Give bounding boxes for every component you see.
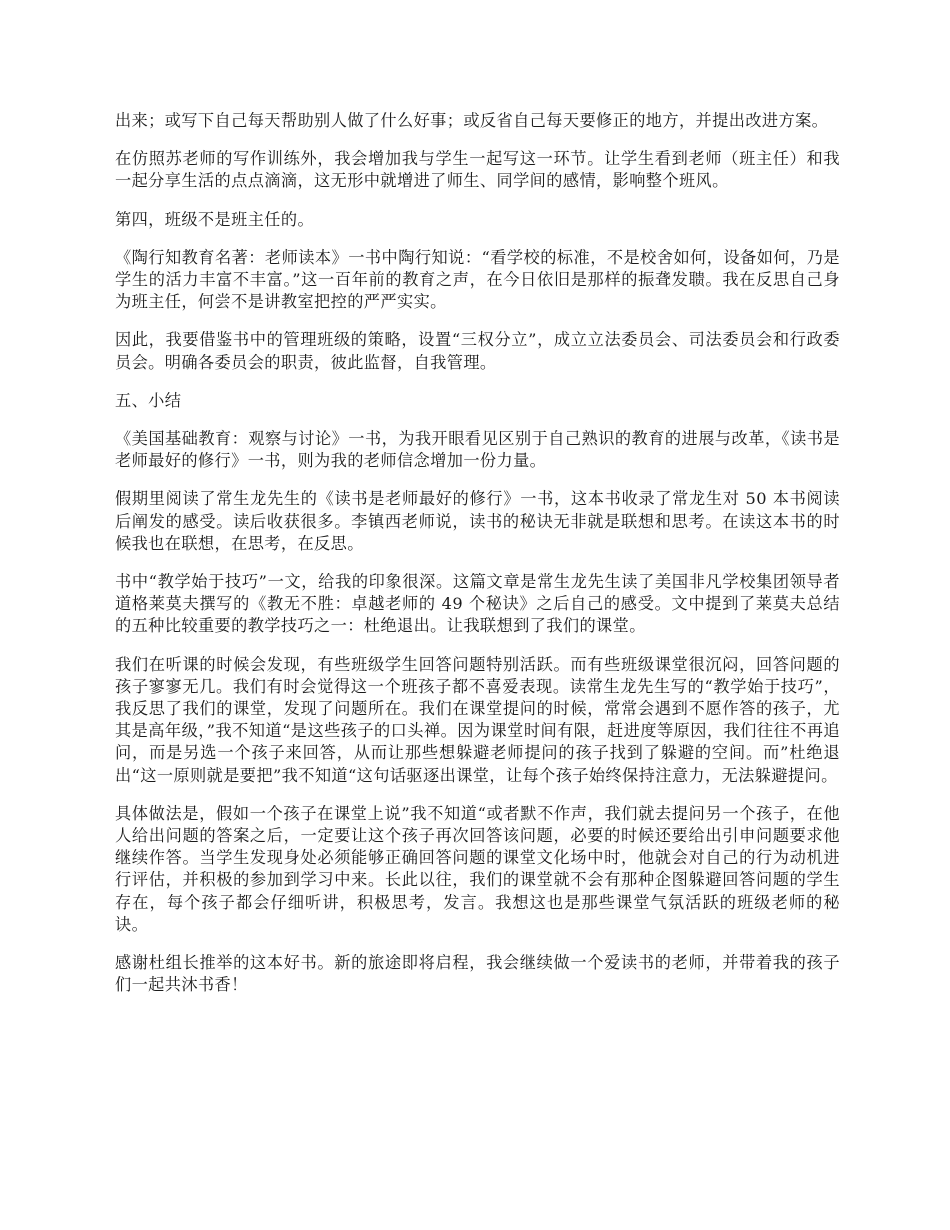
paragraph: 出来；或写下自己每天帮助别人做了什么好事；或反省自己每天要修正的地方，并提出改进方案。 (115, 111, 829, 130)
section-heading: 五、小结 (115, 390, 182, 410)
paragraph: 我们在听课的时候会发现，有些班级学生回答问题特别活跃。而有些班级课堂很沉闷，回答问题的孩子寥寥无几。我们有时会觉得这一个班孩子都不喜爱表现。读常生龙先生写的“教学始于技巧”，我反思了我们的课堂，发现了问题所在。我们在课堂提问的时候，常常会遇到不愿作答的孩子，尤其是高年级，”我不知道“是这些孩子的口头禅。因为课堂时间有限，赶进度等原因，我们往往不再追问，而是另选一个孩子来回答，从而让那些想躲避老师提问的孩子找到了躲避的空间。而”杜绝退出“这一原则就是要把”我不知道“这句话驱逐出课堂，让每个孩子始终保持注意力，无法躲避提问。 (115, 654, 840, 785)
paragraph: 具体做法是，假如一个孩子在课堂上说”我不知道“或者默不作声，我们就去提问另一个孩子，在他人给出问题的答案之后，一定要让这个孩子再次回答该问题，必要的时候还要给出引申问题要求他继续作答。当学生发现身处必须能够正确回答问题的课堂文化场中时，他就会对自己的行为动机进行评估，并积极的参加到学习中来。长此以往，我们的课堂就不会有那种企图躲避回答问题的学生存在，每个孩子都会仔细听讲，积极思考，发言。我想这也是那些课堂气氛活跃的班级老师的秘诀。 (115, 803, 840, 934)
document-body (115, 110, 840, 1013)
paragraph: 假期里阅读了常生龙先生的《读书是老师最好的修行》一书，这本书收录了常龙生对 50 本书阅读后阐发的感受。读后收获很多。李镇西老师说，读书的秘诀无非就是联想和思考。在读这本书的时候我也在联想，在思考，在反思。 (115, 489, 840, 553)
paragraph: 书中“教学始于技巧”一文，给我的印象很深。这篇文章是常生龙先生读了美国非凡学校集团领导者道格莱莫夫撰写的《教无不胜：卓越老师的 49 个秘诀》之后自己的感受。文中提到了莱莫夫总结的五种比较重要的教学技巧之一：杜绝退出。让我联想到了我们的课堂。 (115, 572, 840, 636)
paragraph: 《陶行知教育名著：老师读本》一书中陶行知说：“看学校的标准，不是校舍如何，设备如何，乃是学生的活力丰富不丰富。”这一百年前的教育之声，在今日依旧是那样的振聋发聩。我在反思自己身为班主任，何尝不是讲教室把控的严严实实。 (115, 247, 840, 312)
paragraph: 《美国基础教育：观察与讨论》一书，为我开眼看见区别于自己熟识的教育的进展与改革，《读书是老师最好的修行》一书，则为我的老师信念增加一份力量。 (115, 429, 840, 471)
paragraph: 在仿照苏老师的写作训练外，我会增加我与学生一起写这一环节。让学生看到老师（班主任）和我一起分享生活的点点滴滴，这无形中就增进了师生、同学间的感情，影响整个班风。 (115, 149, 840, 191)
paragraph: 感谢杜组长推举的这本好书。新的旅途即将启程，我会继续做一个爱读书的老师，并带着我的孩子们一起共沐书香！ (115, 953, 840, 995)
section-heading: 第四，班级不是班主任的。 (115, 209, 315, 229)
paragraph: 因此，我要借鉴书中的管理班级的策略，设置“三权分立”，成立立法委员会、司法委员会和行政委员会。明确各委员会的职责，彼此监督，自我管理。 (115, 330, 840, 372)
